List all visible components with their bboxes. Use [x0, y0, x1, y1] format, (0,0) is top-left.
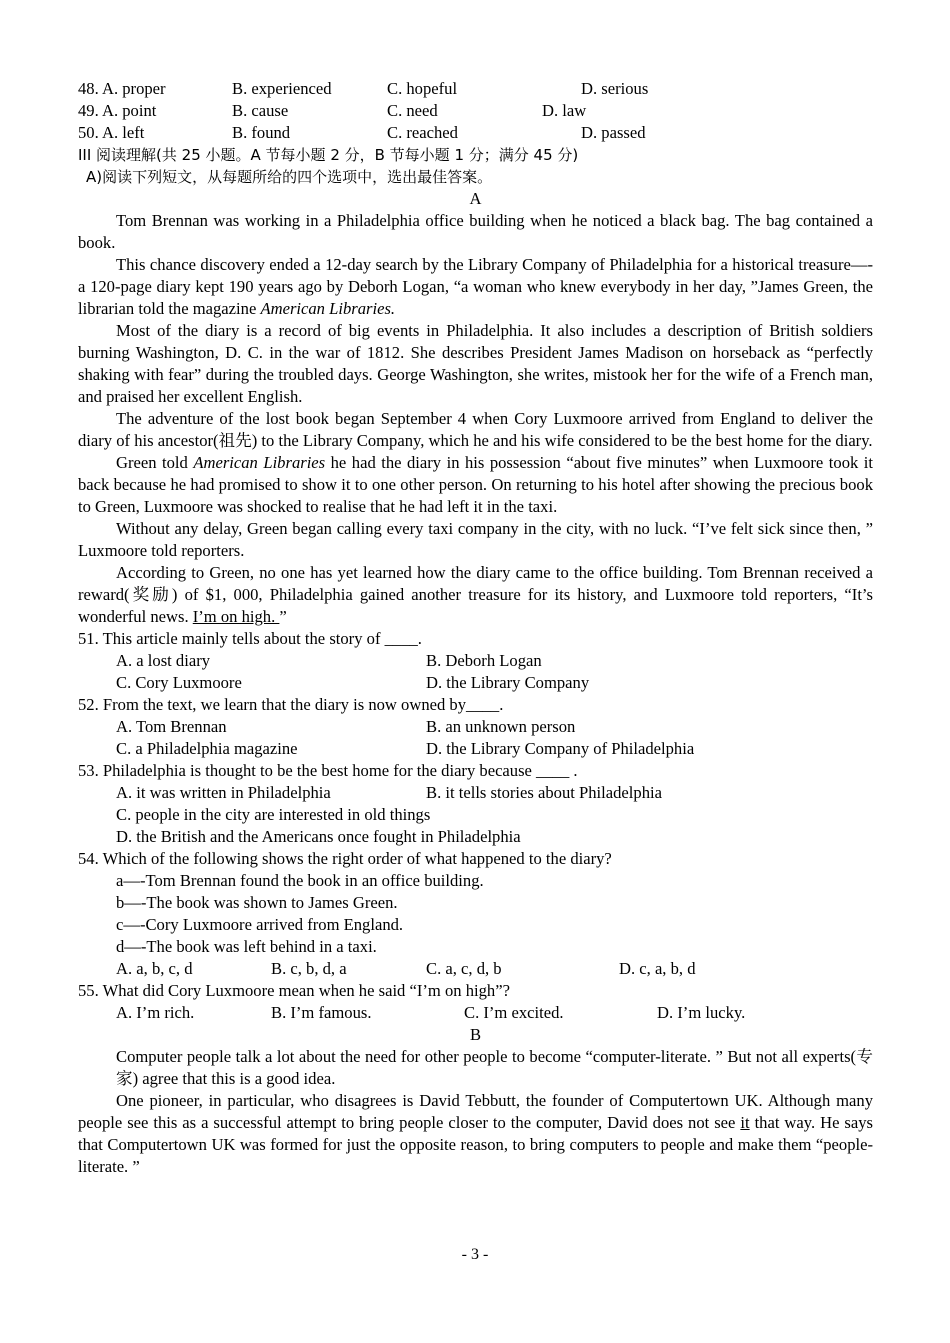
passage-a-paragraph-5: Green told American Libraries he had the diary in his possession “about five minutes” when Luxmoore took it back because he had promised to show it to one other person. On returning to his hotel after showing the precious book to Green, Luxmoore was shocked to realise that he had left it in the taxi. — [78, 453, 873, 516]
vocab-49-b: B. cause — [232, 101, 289, 120]
question-54-options — [78, 958, 873, 980]
question-51-option-d: D. the Library Company — [426, 673, 590, 692]
question-54-event-a: a—-Tom Brennan found the book in an office building. — [116, 871, 484, 890]
section-heading: III 阅读理解(共 25 小题。A 节每小题 2 分，B 节每小题 1 分；满分 45 分) — [78, 146, 579, 164]
vocab-row-49 — [78, 100, 873, 122]
page-number: - 3 - — [461, 1246, 489, 1263]
question-54-event-b: b—-The book was shown to James Green. — [116, 893, 398, 912]
question-53-option-c: C. people in the city are interested in old things — [116, 805, 431, 824]
question-53-option-d: D. the British and the Americans once fought in Philadelphia — [116, 827, 521, 846]
question-54-option-a: A. a, b, c, d — [116, 959, 193, 978]
vocab-row-48 — [78, 78, 873, 100]
vocab-49-c: C. need — [387, 101, 438, 120]
passage-a-label: A — [469, 189, 482, 208]
question-51-option-a: A. a lost diary — [116, 651, 211, 670]
question-54-event-d: d—-The book was left behind in a taxi. — [116, 937, 377, 956]
section-instruction: A)阅读下列短文，从每题所给的四个选项中，选出最佳答案。 — [86, 168, 493, 186]
question-52-option-d: D. the Library Company of Philadelphia — [426, 739, 695, 758]
question-52-option-c: C. a Philadelphia magazine — [116, 739, 298, 758]
passage-a-paragraph-2: This chance discovery ended a 12-day search by the Library Company of Philadelphia for a historical treasure—-a 120-page diary kept 190 years ago by Deborh Logan, “a woman who knew everybody in her day, ”James Green, the librarian told the magazine American Libraries. — [78, 255, 873, 318]
question-52-option-a: A. Tom Brennan — [116, 717, 227, 736]
exam-page — [78, 78, 873, 1178]
passage-a-paragraph-6: Without any delay, Green began calling every taxi company in the city, with no luck. “I’ve felt sick since then, ” Luxmoore told reporters. — [78, 519, 873, 560]
question-52-option-b: B. an unknown person — [426, 717, 576, 736]
question-55-option-c: C. I’m excited. — [464, 1003, 564, 1022]
question-54-stem: 54. Which of the following shows the right order of what happened to the diary? — [78, 849, 612, 868]
passage-a-paragraph-1: Tom Brennan was working in a Philadelphia office building when he noticed a black bag. The bag contained a book. — [78, 211, 873, 252]
passage-a-paragraph-7: According to Green, no one has yet learned how the diary came to the office building. Tom Brennan received a reward(奖励) of $1, 000, Philadelphia gained another treasure for its history, and Luxmoore told reporters, “It’s wonderful news. I’m on high. ” — [78, 563, 873, 626]
question-51-stem: 51. This article mainly tells about the story of ____. — [78, 629, 422, 648]
question-53-option-b: B. it tells stories about Philadelphia — [426, 783, 662, 802]
question-51-option-c: C. Cory Luxmoore — [116, 673, 242, 692]
question-53-option-a: A. it was written in Philadelphia — [116, 783, 331, 802]
question-51-options-row-1 — [78, 650, 873, 672]
vocab-49-a: 49. A. point — [78, 101, 157, 120]
question-54-event-c: c—-Cory Luxmoore arrived from England. — [116, 915, 404, 934]
passage-a-paragraph-3: Most of the diary is a record of big events in Philadelphia. It also includes a description of British soldiers burning Washington, D. C. in the war of 1812. She describes President James Madison on horseback as “perfectly shaking with fear” during the troubled days. George Washington, she writes, mistook her for the wife of a French man, and praised her excellent English. — [78, 321, 873, 406]
question-52-options-row-1 — [78, 716, 873, 738]
passage-a-paragraph-4: The adventure of the lost book began September 4 when Cory Luxmoore arrived from England to deliver the diary of his ancestor(祖先) to the Library Company, which he and his wife considered to be the best home for the diary. — [78, 409, 873, 450]
vocab-48-d: D. serious — [581, 79, 649, 98]
vocab-row-50 — [78, 122, 873, 144]
question-54-option-c: C. a, c, d, b — [426, 959, 502, 978]
question-52-options-row-2 — [78, 738, 873, 760]
vocab-50-d: D. passed — [581, 123, 646, 142]
vocab-50-c: C. reached — [387, 123, 458, 142]
question-54-option-b: B. c, b, d, a — [271, 959, 347, 978]
vocab-49-d: D. law — [542, 101, 587, 120]
question-55-option-a: A. I’m rich. — [116, 1003, 195, 1022]
passage-b-paragraph-2: One pioneer, in particular, who disagrees is David Tebbutt, the founder of Computertown UK. Although many people see this as a successful attempt to bring people closer to the computer, David does not see it that way. He says that Computertown UK was formed for just the opposite reason, to bring computers to people and make them “people-literate. ” — [78, 1091, 873, 1176]
question-53-stem: 53. Philadelphia is thought to be the best home for the diary because ____ . — [78, 761, 578, 780]
vocab-48-a: 48. A. proper — [78, 79, 166, 98]
vocab-48-c: C. hopeful — [387, 79, 458, 98]
question-55-option-d: D. I’m lucky. — [657, 1003, 746, 1022]
vocab-48-b: B. experienced — [232, 79, 332, 98]
question-51-option-b: B. Deborh Logan — [426, 651, 542, 670]
passage-b-paragraph-1: Computer people talk a lot about the need for other people to become “computer-literate. ” But not all experts(专家) agree that this is a good idea. — [116, 1047, 873, 1088]
question-51-options-row-2 — [78, 672, 873, 694]
question-55-options — [78, 1002, 873, 1024]
question-54-option-d: D. c, a, b, d — [619, 959, 696, 978]
question-55-option-b: B. I’m famous. — [271, 1003, 372, 1022]
question-53-options-row-1 — [78, 782, 873, 804]
passage-b-label: B — [469, 1025, 482, 1044]
vocab-50-a: 50. A. left — [78, 123, 145, 142]
question-55-stem: 55. What did Cory Luxmoore mean when he said “I’m on high”? — [78, 981, 510, 1000]
vocab-50-b: B. found — [232, 123, 291, 142]
question-52-stem: 52. From the text, we learn that the diary is now owned by____. — [78, 695, 504, 714]
